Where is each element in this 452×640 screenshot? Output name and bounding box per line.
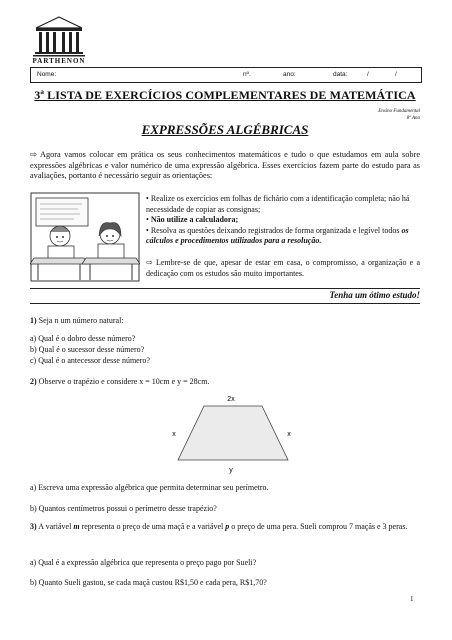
question-2 <box>30 376 209 387</box>
question-1b: b) Qual é o sucessor desse número? <box>30 345 145 354</box>
reminder-note <box>146 258 420 279</box>
orientation-text: Resolva as questões deixando registrados de forma organizada e legível todos <box>150 225 402 235</box>
identification-bar <box>30 67 422 83</box>
question-2a: a) Escreva uma expressão algébrica que permita determinar seu perímetro. <box>30 483 269 492</box>
question-text: o preço de uma pera. Sueli comprou 7 maçãs e 3 peras. <box>229 522 408 531</box>
question-text: representa o preço de uma maçã e a variável <box>79 522 226 531</box>
date-separator: / <box>395 71 397 78</box>
reminder-text: Lembre-se de que, apesar de estar em casa, o compromisso, a organização e a dedicação com os estudos são muito importantes. <box>146 258 421 278</box>
trapezoid-right-label: x <box>287 431 291 438</box>
orientation-text: Não utilize a calculadora; <box>150 215 239 224</box>
school-level <box>340 108 420 122</box>
intro-paragraph <box>30 150 420 182</box>
question-number: 1) <box>30 316 37 325</box>
trapezoid-left-label: x <box>172 431 176 438</box>
page-title: 3ª LISTA DE EXERCÍCIOS COMPLEMENTARES DE MATEMÁTICA <box>34 88 416 102</box>
question-1c: c) Qual é o antecessor desse número? <box>30 356 150 365</box>
date-label: data: <box>333 71 348 78</box>
orientation-item: • Não utilize a calculadora; <box>146 215 239 224</box>
date-separator: / <box>367 71 369 78</box>
good-study-message: Tenha um ótimo estudo! <box>329 290 420 300</box>
orientations-list <box>146 194 420 247</box>
page-number: 1 <box>410 595 414 603</box>
question-3a: a) Qual é a expressão algébrica que representa o preço pago por Sueli? <box>30 558 257 567</box>
trapezoid-shape <box>178 406 288 460</box>
question-number: 3) <box>30 522 37 531</box>
question-2b: b) Quantos centímetros possui o perímetro desse trapézio? <box>30 504 217 513</box>
question-text: Seja n um número natural: <box>38 316 124 325</box>
question-1a: a) Qual é o dobro desse número? <box>30 334 136 343</box>
question-1 <box>30 315 124 326</box>
name-label: Nome: <box>37 71 57 78</box>
logo-name: PARTHENON <box>32 57 86 65</box>
subtitle: EXPRESSÕES ALGÉBRICAS <box>141 122 309 137</box>
question-number: 2) <box>30 377 37 386</box>
divider <box>30 303 420 304</box>
divider <box>30 288 420 289</box>
question-text: Observe o trapézio e considere x = 10cm e y = 28cm. <box>38 377 210 386</box>
arrow-icon: ⇨ <box>146 258 156 267</box>
trapezoid-bottom-label: y <box>229 467 233 474</box>
number-label: nº. <box>243 71 251 78</box>
orientation-emphasis: os cálculos e procedimentos utilizados para a resolução. <box>146 225 409 245</box>
question-text: A variável <box>38 522 74 531</box>
variable-p: p <box>225 522 230 531</box>
variable-m: m <box>73 522 80 531</box>
question-3 <box>30 521 420 532</box>
orientation-item: • Realize os exercícios em folhas de fichário com a identificação completa; não há necessidade de copiar as consignas; <box>146 194 410 214</box>
trapezoid-top-label: 2x <box>227 396 235 403</box>
level-line: Ensino Fundamental <box>378 109 420 114</box>
year-label: ano: <box>283 71 296 78</box>
question-3b: b) Quanto Sueli gastou, se cada maçã custou R$1,50 e cada pera, R$1,70? <box>30 578 267 587</box>
orientation-item: • Resolva as questões deixando registrados de forma organizada e legível todos os cálculos e procedimentos utilizados para a resolução. <box>146 225 409 245</box>
trapezoid-figure <box>168 392 298 476</box>
grade-line: 8º Ano <box>406 116 420 121</box>
arrow-icon: ⇨ <box>30 150 40 159</box>
orientation-text: Realize os exercícios em folhas de fichário com a identificação completa; não há necessidade de copiar as consignas; <box>146 194 410 214</box>
intro-text: Agora vamos colocar em prática os seus conhecimentos matemáticos e tudo o que estudamos em aula sobre expressões algébricas e valor numérico de uma expressão algébrica. Esses exercícios fazem parte do estudo para as avaliações, portanto é necessário seguir as orientações: <box>30 150 421 180</box>
students-illustration <box>30 192 140 282</box>
